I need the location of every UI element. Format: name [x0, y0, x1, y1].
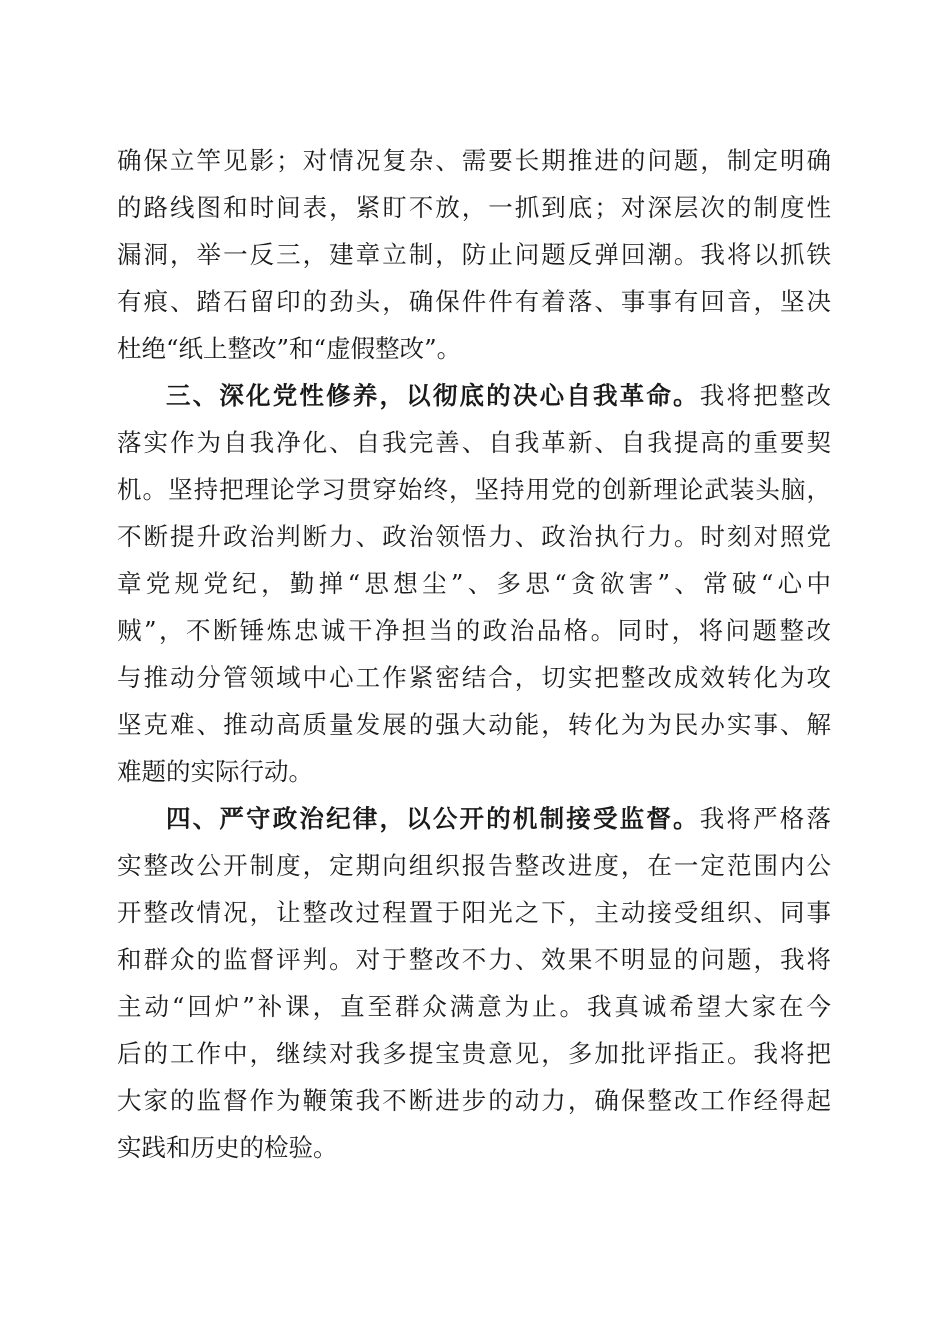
text-line: 落实作为自我净化、自我完善、自我革新、自我提高的重要契 — [117, 428, 831, 457]
text-line: 开整改情况，让整改过程置于阳光之下，主动接受组织、同事 — [117, 898, 831, 927]
section-heading: 三、深化党性修养，以彻底的决心自我革命。 — [166, 381, 700, 410]
section-heading: 四、严守政治纪律，以公开的机制接受监督。 — [166, 804, 700, 833]
text-line: 确保立竿见影；对情况复杂、需要长期推进的问题，制定明确 — [117, 146, 831, 175]
text-line: 实整改公开制度，定期向组织报告整改进度，在一定范围内公 — [117, 851, 831, 880]
text-span: 我将严格落 — [699, 804, 831, 833]
text-line: 大家的监督作为鞭策我不断进步的动力，确保整改工作经得起 — [117, 1086, 831, 1115]
text-line: 有痕、踏石留印的劲头，确保件件有着落、事事有回音，坚决 — [117, 287, 831, 316]
text-line: 漏洞，举一反三，建章立制，防止问题反弹回潮。我将以抓铁 — [117, 240, 831, 269]
text-line: 贼”，不断锤炼忠诚干净担当的政治品格。同时，将问题整改 — [117, 616, 831, 645]
paragraph-2 — [117, 372, 831, 795]
text-line: 章党规党纪，勤掸“思想尘”、多思“贪欲害”、常破“心中 — [117, 569, 831, 598]
text-line: 机。坚持把理论学习贯穿始终，坚持用党的创新理论武装头脑， — [117, 475, 831, 504]
text-span: 我将把整改 — [699, 381, 831, 410]
paragraph-first-line — [117, 372, 831, 419]
paragraph-3 — [117, 795, 831, 1171]
text-line: 实践和历史的检验。 — [117, 1133, 338, 1162]
paragraph-1 — [117, 137, 831, 372]
text-line: 难题的实际行动。 — [117, 757, 313, 786]
text-line: 的路线图和时间表，紧盯不放，一抓到底；对深层次的制度性 — [117, 193, 831, 222]
text-line: 坚克难、推动高质量发展的强大动能，转化为为民办实事、解 — [117, 710, 831, 739]
text-line: 主动“回炉”补课，直至群众满意为止。我真诚希望大家在今 — [117, 992, 831, 1021]
text-line: 后的工作中，继续对我多提宝贵意见，多加批评指正。我将把 — [117, 1039, 831, 1068]
text-line: 和群众的监督评判。对于整改不力、效果不明显的问题，我将 — [117, 945, 831, 974]
paragraph-first-line — [117, 795, 831, 842]
document-page — [117, 137, 831, 1171]
text-line: 杜绝“纸上整改”和“虚假整改”。 — [117, 334, 462, 363]
text-line: 不断提升政治判断力、政治领悟力、政治执行力。时刻对照党 — [117, 522, 831, 551]
text-line: 与推动分管领域中心工作紧密结合，切实把整改成效转化为攻 — [117, 663, 831, 692]
